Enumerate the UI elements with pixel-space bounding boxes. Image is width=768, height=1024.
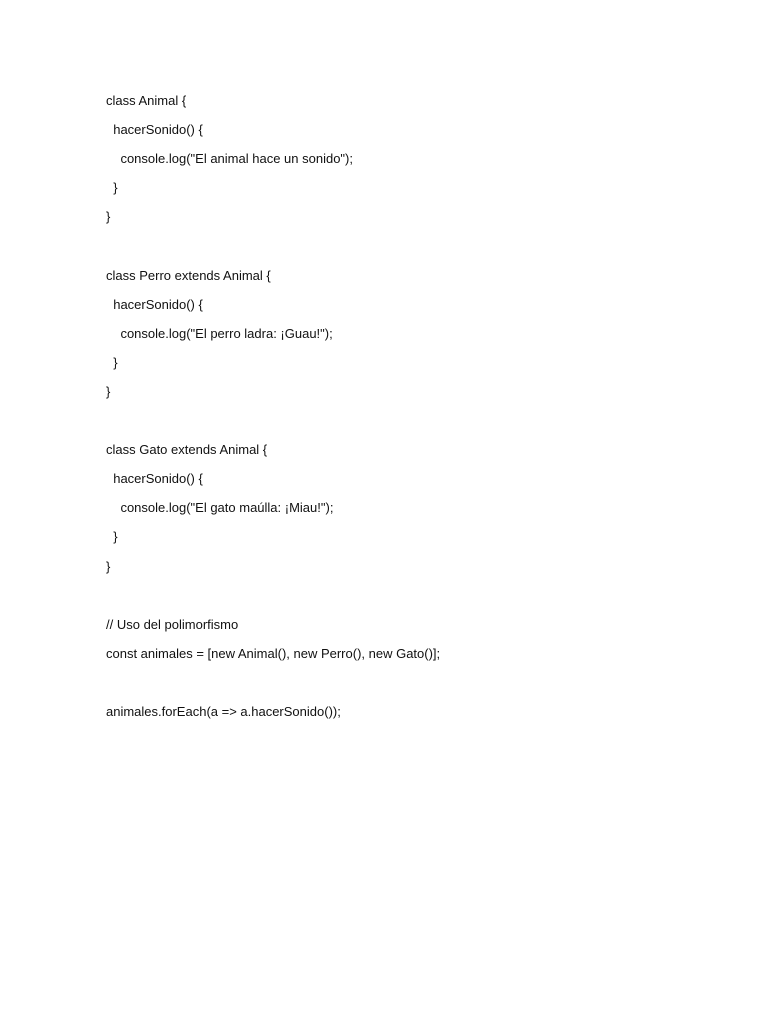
code-line: } [106, 354, 118, 370]
code-line: } [106, 383, 111, 399]
code-line: } [106, 558, 111, 574]
code-line: class Gato extends Animal { [106, 442, 268, 458]
code-line: class Animal { [106, 93, 187, 108]
code-line: hacerSonido() { [106, 122, 203, 138]
code-line: hacerSonido() { [106, 471, 203, 487]
blank-line [106, 231, 706, 260]
code-line: class Perro extends Animal { [106, 267, 271, 283]
code-line: const animales = [new Animal(), new Perro(), new Gato()]; [106, 645, 441, 661]
code-line: console.log("El gato maúlla: ¡Miau!"); [106, 500, 334, 516]
code-line: console.log("El animal hace un sonido"); [106, 151, 353, 167]
code-text-block [106, 86, 706, 726]
code-line: } [106, 529, 118, 545]
code-line: hacerSonido() { [106, 296, 203, 312]
blank-line [106, 406, 706, 435]
blank-line [106, 581, 706, 610]
code-line: } [106, 180, 118, 196]
code-line: } [106, 209, 111, 225]
code-comment-line: // Uso del polimorfismo [106, 616, 239, 632]
code-line: console.log("El perro ladra: ¡Guau!"); [106, 325, 333, 341]
blank-line [106, 668, 706, 697]
code-line: animales.forEach(a => a.hacerSonido()); [106, 703, 341, 719]
